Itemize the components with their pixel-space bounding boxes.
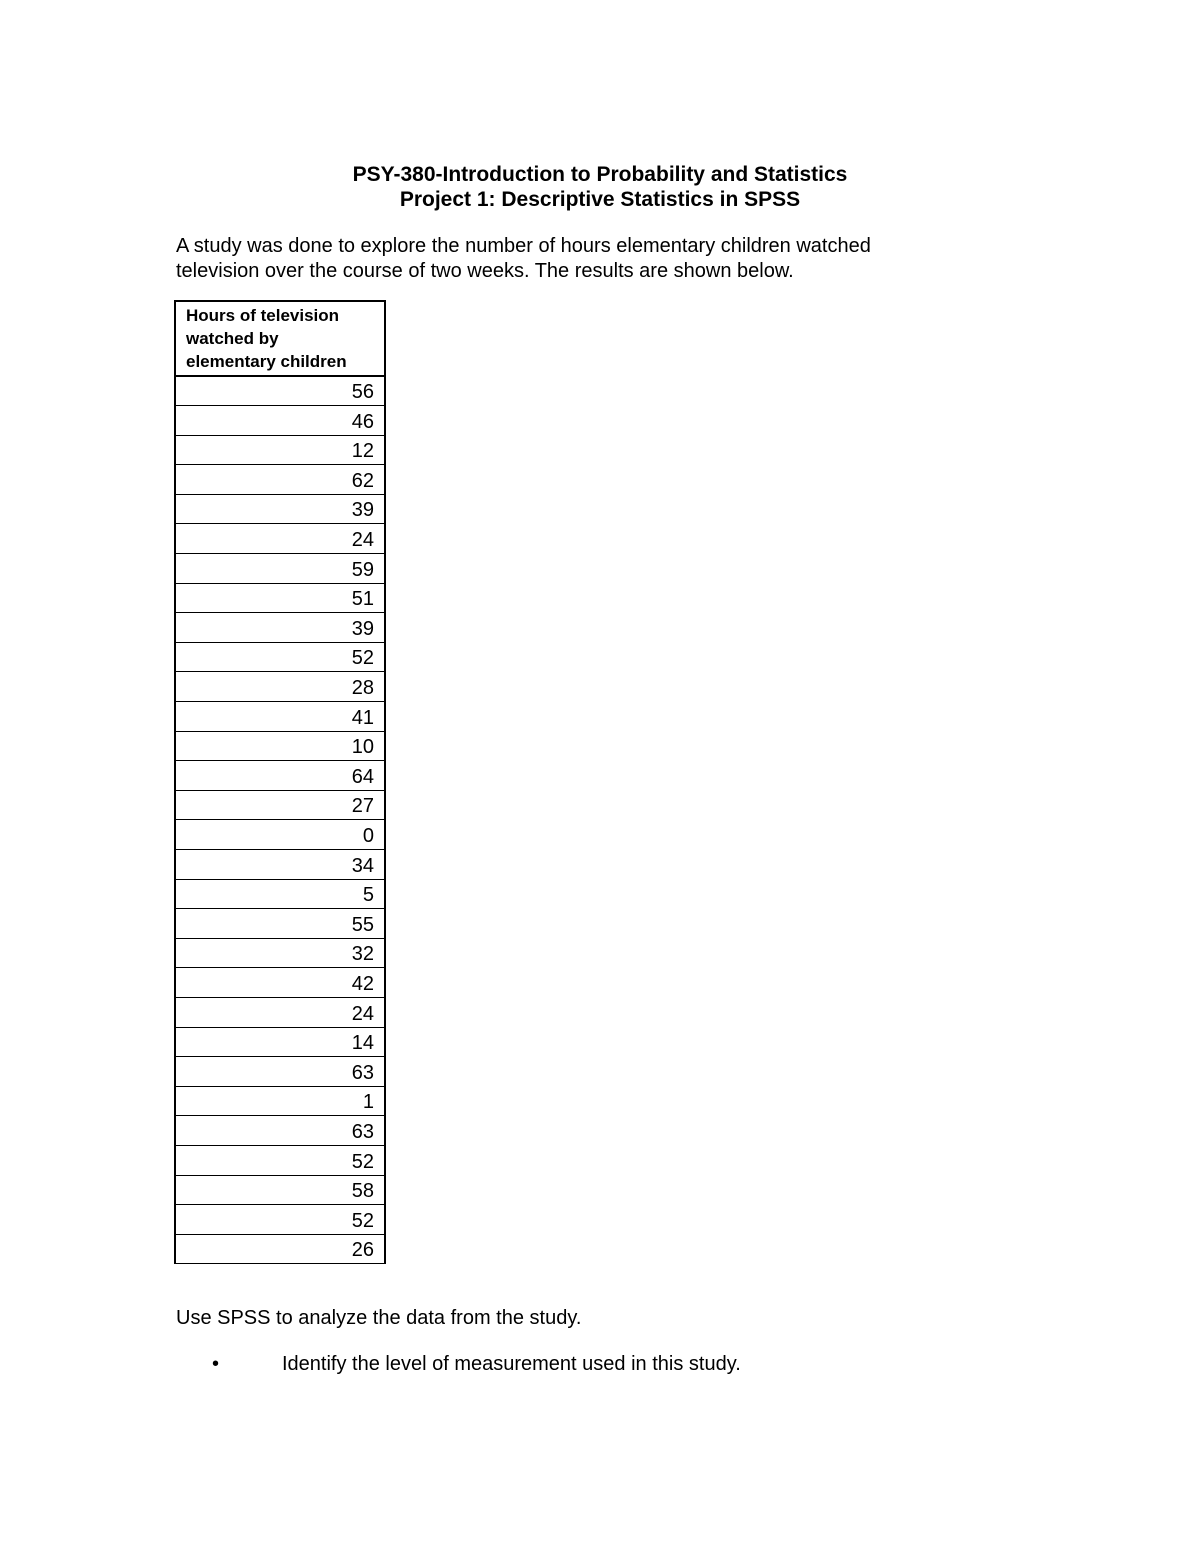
table-cell: 64 <box>175 761 385 791</box>
instruction-text: Use SPSS to analyze the data from the study. <box>176 1307 582 1329</box>
intro-paragraph <box>176 234 976 284</box>
table-cell: 1 <box>175 1086 385 1116</box>
table-row <box>175 879 385 909</box>
document-title: PSY-380-Introduction to Probability and Statistics <box>352 163 848 186</box>
document-subtitle: Project 1: Descriptive Statistics in SPSS <box>399 188 801 211</box>
table-cell: 39 <box>175 613 385 643</box>
table-body <box>175 376 385 1264</box>
table-row <box>175 938 385 968</box>
table-row <box>175 613 385 643</box>
intro-line-2: television over the course of two weeks. The results are shown below. <box>176 260 794 282</box>
table-cell: 58 <box>175 1175 385 1205</box>
table-cell: 26 <box>175 1234 385 1264</box>
table-row <box>175 406 385 436</box>
table-cell: 14 <box>175 1027 385 1057</box>
table-cell: 46 <box>175 406 385 436</box>
table-cell: 51 <box>175 583 385 613</box>
table-row <box>175 731 385 761</box>
table-row <box>175 583 385 613</box>
table-cell: 39 <box>175 494 385 524</box>
hours-table <box>174 300 386 1264</box>
table-row <box>175 1057 385 1087</box>
table-cell: 28 <box>175 672 385 702</box>
table-cell: 24 <box>175 997 385 1027</box>
table-header-row <box>175 301 385 376</box>
table-row <box>175 850 385 880</box>
table-cell: 0 <box>175 820 385 850</box>
table-cell: 52 <box>175 642 385 672</box>
table-row <box>175 494 385 524</box>
table-row <box>175 820 385 850</box>
table-cell: 42 <box>175 968 385 998</box>
table-row <box>175 672 385 702</box>
table-row <box>175 1027 385 1057</box>
table-row <box>175 1086 385 1116</box>
bullet-item <box>212 1352 741 1377</box>
bullet-text: Identify the level of measurement used in this study. <box>282 1353 741 1375</box>
table-row <box>175 1145 385 1175</box>
table-cell: 27 <box>175 790 385 820</box>
table-row <box>175 1234 385 1264</box>
table-cell: 32 <box>175 938 385 968</box>
table-cell: 56 <box>175 376 385 406</box>
table-row <box>175 909 385 939</box>
table-cell: 63 <box>175 1116 385 1146</box>
table-row <box>175 761 385 791</box>
table-row <box>175 465 385 495</box>
table-cell: 41 <box>175 702 385 732</box>
table-row <box>175 790 385 820</box>
table-row <box>175 376 385 406</box>
table-cell: 59 <box>175 554 385 584</box>
table-row <box>175 968 385 998</box>
table-cell: 63 <box>175 1057 385 1087</box>
table-header <box>175 301 385 376</box>
header-line: Hours of television <box>186 306 340 325</box>
table-cell: 62 <box>175 465 385 495</box>
table-row <box>175 524 385 554</box>
table-row <box>175 435 385 465</box>
table-row <box>175 642 385 672</box>
table-cell: 55 <box>175 909 385 939</box>
header-line: watched by <box>186 329 279 348</box>
table-row <box>175 1205 385 1235</box>
table-cell: 24 <box>175 524 385 554</box>
intro-line-1: A study was done to explore the number of hours elementary children watched <box>176 235 871 257</box>
table-cell: 10 <box>175 731 385 761</box>
table-row <box>175 554 385 584</box>
table-row <box>175 702 385 732</box>
table-cell: 52 <box>175 1145 385 1175</box>
table-cell: 12 <box>175 435 385 465</box>
table-row <box>175 997 385 1027</box>
table-cell: 5 <box>175 879 385 909</box>
bullet-marker: • <box>212 1353 220 1375</box>
table-row <box>175 1175 385 1205</box>
header-line: elementary children <box>186 352 347 371</box>
table-row <box>175 1116 385 1146</box>
table-cell: 34 <box>175 850 385 880</box>
table-cell: 52 <box>175 1205 385 1235</box>
